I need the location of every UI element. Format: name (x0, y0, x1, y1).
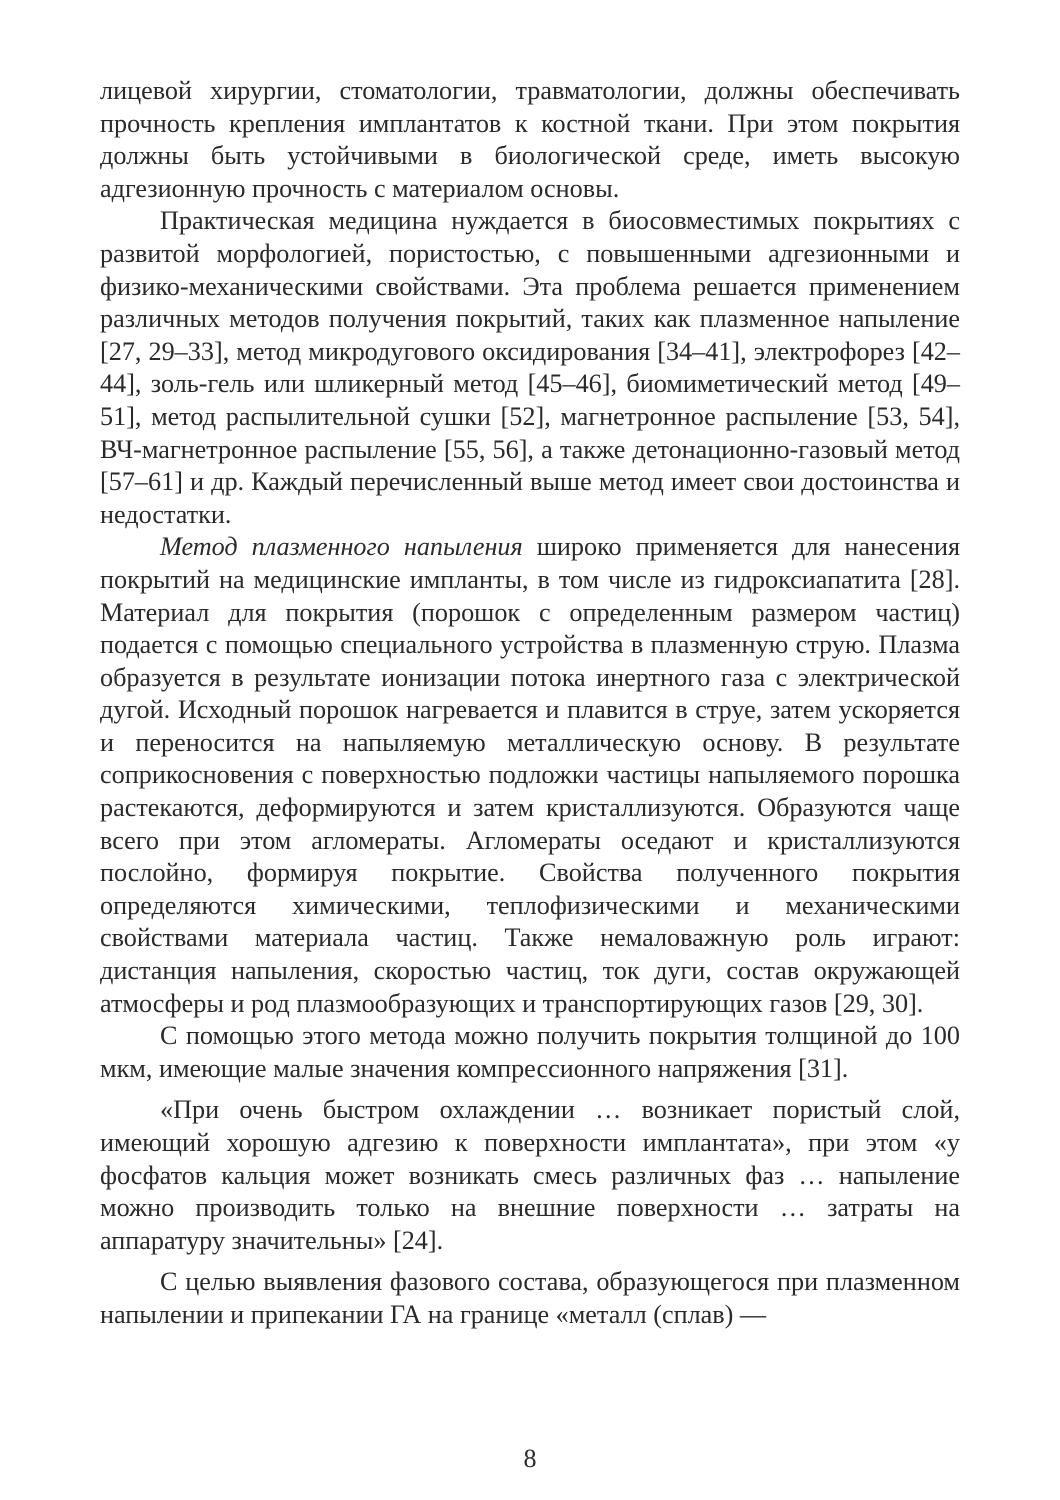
paragraph-coating-methods: Практическая медицина нуждается в биосовместимых покрытиях с развитой морфологией, пористостью, с повышенными адгезионными и физико-механическими свойствами. Эта проблема решается применением различных методов получения покрытий, таких как плазменное напыление [27, 29–33], метод микродугового оксидирования [34–41], электрофорез [42–44], золь-гель или шликерный метод [45–46], биомиметический метод [49–51], метод распылительной сушки [52], магнетронное распыление [53, 54], ВЧ-магнетронное распыление [55, 56], а также детонационно-газовый метод [57–61] и др. Каждый перечисленный выше метод имеет свои достоинства и недостатки. (100, 206, 960, 529)
paragraph-thickness: С помощью этого метода можно получить покрытия толщиной до 100 мкм, имеющие малые значения компрессионного напряжения [31]. (100, 1021, 960, 1083)
paragraph-quote: «При очень быстром охлаждении … возникает пористый слой, имеющий хорошую адгезию к поверхности имплантата», при этом «у фосфатов кальция может возникать смесь различных фаз … напыление можно производить только на внешние поверхности … затраты на аппаратуру значительны» [24]. (100, 1095, 960, 1255)
page-number: 8 (523, 1444, 537, 1473)
paragraph-phase-composition: С целью выявления фазового состава, образующегося при плазменном напылении и припекании ГА на границе «металл (сплав) — (100, 1267, 960, 1329)
paragraph-continuation: лицевой хирургии, стоматологии, травматологии, должны обеспечивать прочность крепления имплантатов к костной ткани. При этом покрытия должны быть устойчивыми в биологической среде, иметь высокую адгезионную прочность с материалом основы. (100, 76, 960, 203)
document-body (100, 75, 960, 1332)
italic-term: Метод плазменного напыления (160, 532, 523, 562)
paragraph-plasma-spraying (100, 531, 960, 1020)
paragraph-plasma-spraying-text: широко применяется для нанесения покрытий на медицинские импланты, в том числе из гидроксиапатита [28]. Материал для покрытия (порошок с определенным размером частиц) подается с помощью специального устройства в плазменную струю. Плазма образуется в результате ионизации потока инертного газа с электрической дугой. Исходный порошок нагревается и плавится в струе, затем ускоряется и переносится на напыляемую металлическую основу. В результате соприкосновения с поверхностью подложки частицы напыляемого порошка растекаются, деформируются и затем кристаллизуются. Образуются чаще всего при этом агломераты. Агломераты оседают и кристаллизуются послойно, формируя покрытие. Свойства полученного покрытия определяются химическими, теплофизическими и механическими свойствами материала частиц. Также немаловажную роль играют: дистанция напыления, скоростью частиц, ток дуги, состав окружающей атмосферы и род плазмообразующих и транспортирующих газов [29, 30]. (100, 532, 960, 1018)
